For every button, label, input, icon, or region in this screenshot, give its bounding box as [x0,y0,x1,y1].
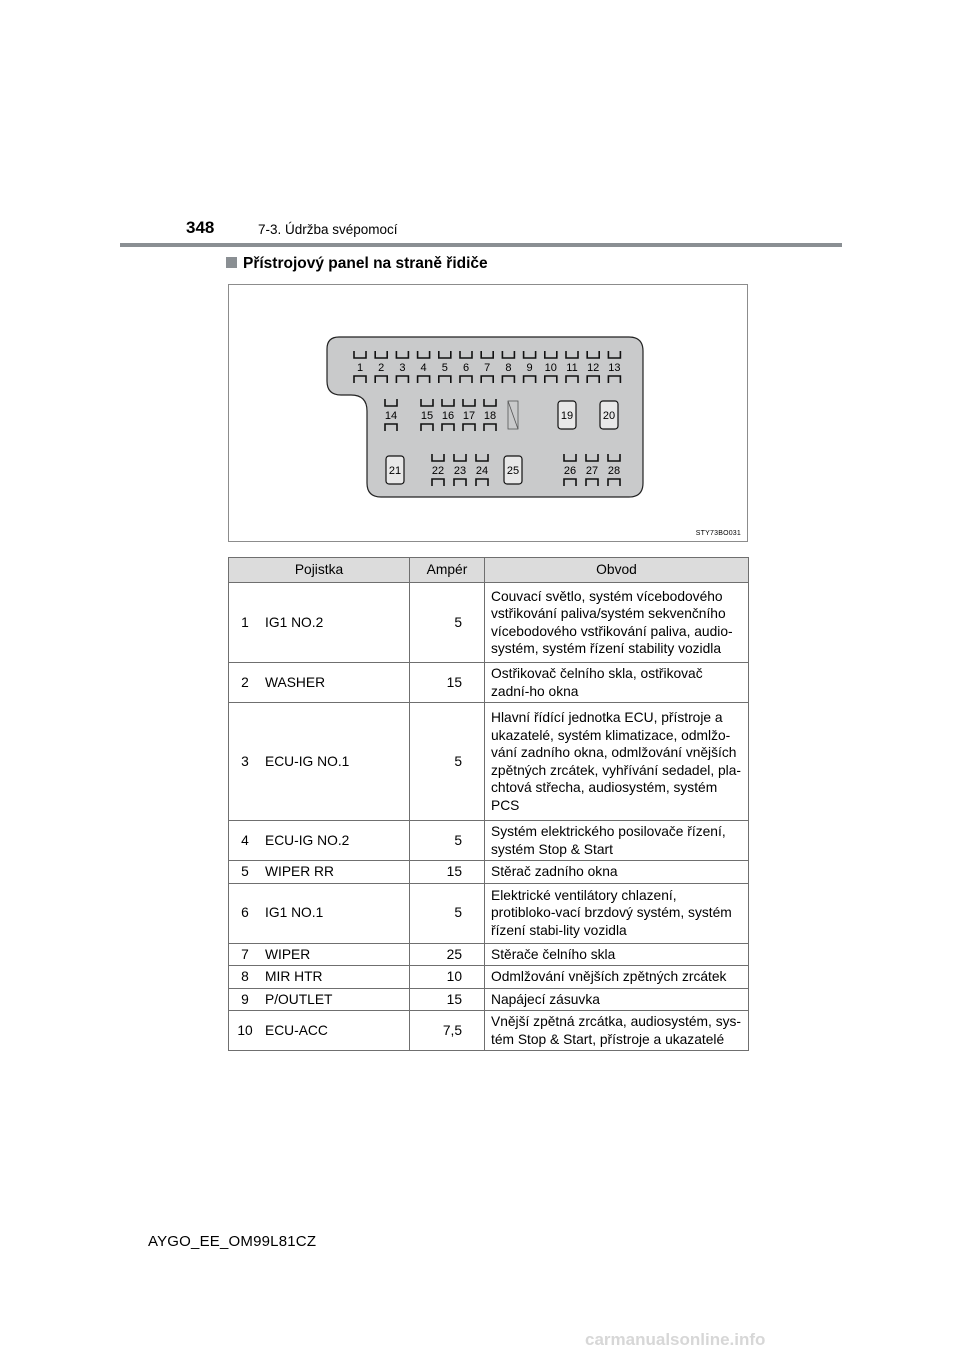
fuse-circuit: Ostřikovač čelního skla, ostřikovač zadní-ho okna [485,663,749,703]
fuse-label: 19 [560,410,574,422]
fuse-name: ECU-ACC [261,1011,410,1051]
fuse-circuit: Napájecí zásuvka [485,988,749,1011]
fuse-name: WASHER [261,663,410,703]
fuse-label: 15 [420,410,434,422]
fuse-circuit: Stěrač zadního okna [485,861,749,884]
fuse-label: 17 [462,410,476,422]
fuse-name: ECU-IG NO.2 [261,821,410,861]
fuse-label: 22 [431,465,445,477]
fuse-number: 9 [229,988,262,1011]
fuse-amperage: 5 [410,703,485,821]
fuse-amperage: 7,5 [410,1011,485,1051]
fuse-label: 12 [587,362,600,374]
fuse-label: 21 [388,465,402,477]
fuse-circuit: Hlavní řídící jednotka ECU, přístroje a ukazatelé, systém klimatizace, odmlžo-vání zadního okna, odmlžování vnějších zpětných zrcátek, vyhřívání sedadel, pla-chtová střecha, audiosystém, systém PCS [485,703,749,821]
fuse-circuit: Stěrače čelního skla [485,943,749,966]
fuse-name: IG1 NO.2 [261,583,410,663]
table-row [229,966,749,989]
fuse-label: 3 [399,362,406,374]
fuse-number: 4 [229,821,262,861]
fuse-name: MIR HTR [261,966,410,989]
fuse-circuit: Odmlžování vnějších zpětných zrcátek [485,966,749,989]
section-title: 7-3. Údržba svépomocí [258,222,398,237]
fuse-box-figure [228,284,748,542]
fuse-label: 16 [441,410,455,422]
fuse-label: 27 [585,465,599,477]
fuse-circuit: Systém elektrického posilovače řízení, systém Stop & Start [485,821,749,861]
fuse-label: 28 [607,465,621,477]
fuse-name: P/OUTLET [261,988,410,1011]
fuse-name: WIPER [261,943,410,966]
fuse-number: 3 [229,703,262,821]
fuse-number: 5 [229,861,262,884]
page-number: 348 [186,218,215,237]
table-row [229,821,749,861]
fuse-name: WIPER RR [261,861,410,884]
table-header-row [229,558,749,583]
fuse-circuit: Elektrické ventilátory chlazení, protibloko-vací brzdový systém, systém řízení stabi-lity vozidla [485,883,749,943]
table-row [229,988,749,1011]
subsection-heading [226,255,488,273]
subsection-title: Přístrojový panel na straně řidiče [243,255,488,272]
table-row [229,1011,749,1051]
header-fuse: Pojistka [229,558,410,583]
table-row [229,583,749,663]
square-bullet-icon [226,257,237,268]
fuse-label: 20 [602,410,616,422]
fuse-number: 7 [229,943,262,966]
fuse-label: 24 [475,465,489,477]
fuse-amperage: 15 [410,663,485,703]
fuse-label: 25 [506,465,520,477]
fuse-number: 1 [229,583,262,663]
fuse-amperage: 15 [410,861,485,884]
fuse-number: 2 [229,663,262,703]
fuse-amperage: 5 [410,583,485,663]
fuse-label: 10 [544,362,557,374]
header-circuit: Obvod [485,558,749,583]
fuse-amperage: 5 [410,883,485,943]
table-row [229,883,749,943]
table-row [229,943,749,966]
fuse-number: 6 [229,883,262,943]
header-rule [120,243,842,247]
fuse-label: 8 [505,362,512,374]
fuse-label: 2 [378,362,385,374]
fuse-label: 11 [566,362,578,374]
fuse-label: 13 [608,362,621,374]
table-row [229,861,749,884]
fuse-name: ECU-IG NO.1 [261,703,410,821]
fuse-number: 8 [229,966,262,989]
fuse-amperage: 15 [410,988,485,1011]
fuse-circuit: Vnější zpětná zrcátka, audiosystém, sys-tém Stop & Start, přístroje a ukazatelé [485,1011,749,1051]
fuse-amperage: 25 [410,943,485,966]
fuse-circuit: Couvací světlo, systém vícebodového vstřikování paliva/systém sekvenčního vícebodového vstřikování paliva, audio-systém, systém řízení stability vozidla [485,583,749,663]
fuse-label: 7 [484,362,491,374]
fuse-amperage: 10 [410,966,485,989]
document-code: AYGO_EE_OM99L81CZ [148,1233,317,1250]
fuse-label: 6 [462,362,470,374]
fuse-label: 26 [563,465,577,477]
fuse-label: 5 [441,362,448,374]
fuse-box-diagram [229,285,747,541]
fuse-label: 14 [384,410,398,422]
fuse-number: 10 [229,1011,262,1051]
fuse-amperage: 5 [410,821,485,861]
fuse-label: 4 [420,362,427,374]
fuse-label: 18 [483,410,497,422]
fuse-table [228,557,749,1051]
fuse-label: 9 [526,362,533,374]
header-amp: Ampér [410,558,485,583]
table-row [229,703,749,821]
figure-code: STY73BO031 [695,530,741,537]
table-row [229,663,749,703]
fuse-label: 23 [453,465,467,477]
fuse-name: IG1 NO.1 [261,883,410,943]
watermark: carmanualsonline.info [585,1330,766,1349]
fuse-label: 1 [356,362,364,374]
